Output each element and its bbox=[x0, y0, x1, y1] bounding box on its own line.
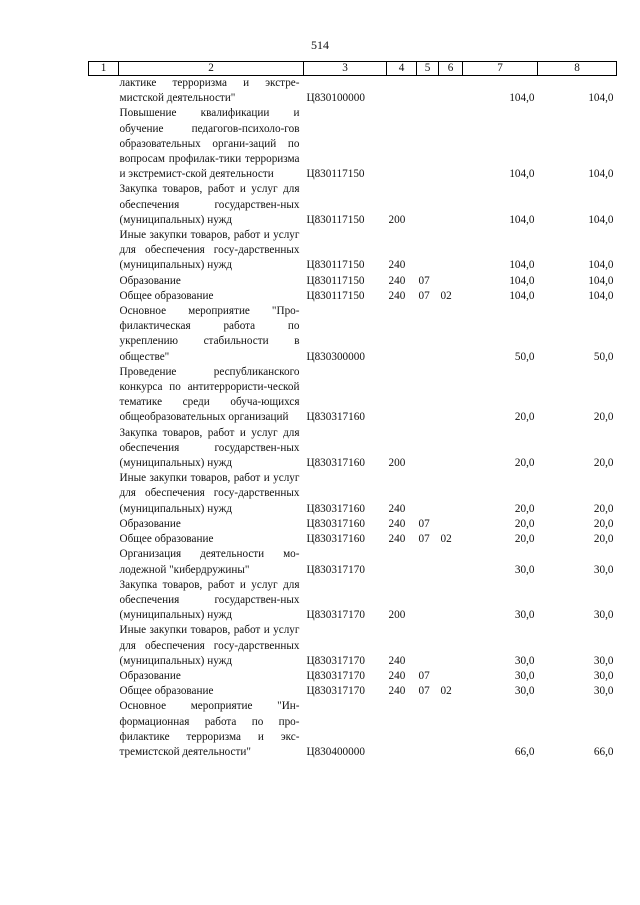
col-3-header: 3 bbox=[304, 62, 387, 76]
subsection-code bbox=[439, 517, 463, 532]
subsection-code bbox=[439, 578, 463, 624]
expense-type-code: 240 bbox=[388, 502, 406, 515]
row-blank-cell bbox=[89, 426, 119, 472]
table-row bbox=[89, 76, 617, 107]
section-code: 07 bbox=[418, 274, 430, 287]
expense-type-code bbox=[387, 365, 417, 426]
row-blank-cell bbox=[89, 182, 119, 228]
budget-table bbox=[88, 61, 617, 760]
amount-2: 20,0 bbox=[593, 457, 614, 470]
target-article-code: Ц830317160 bbox=[306, 457, 365, 470]
expense-type-code: 200 bbox=[388, 609, 406, 622]
row-blank-cell bbox=[89, 684, 119, 699]
expense-type-code bbox=[387, 106, 417, 182]
col-4-header: 4 bbox=[387, 62, 417, 76]
target-article-code: Ц830300000 bbox=[306, 350, 365, 363]
item-name: Основное мероприятие "Ин-формационная работа по про-филактике терроризма и экс-тремистской деятельности" bbox=[119, 700, 300, 758]
table-row bbox=[89, 182, 617, 228]
section-code bbox=[417, 578, 439, 624]
amount-1: 20,0 bbox=[514, 411, 535, 424]
target-article-code: Ц830117150 bbox=[306, 274, 365, 287]
amount-2: 20,0 bbox=[593, 533, 614, 546]
amount-2: 20,0 bbox=[593, 411, 614, 424]
section-code bbox=[417, 699, 439, 760]
subsection-code bbox=[439, 547, 463, 577]
amount-1: 104,0 bbox=[509, 259, 535, 272]
amount-1: 30,0 bbox=[514, 669, 535, 682]
subsection-code bbox=[439, 669, 463, 684]
table-row bbox=[89, 289, 617, 304]
amount-2: 104,0 bbox=[588, 92, 614, 105]
header-row bbox=[89, 62, 617, 76]
col-1-header: 1 bbox=[89, 62, 119, 76]
page-number: 514 bbox=[311, 38, 329, 52]
item-name: Общее образование bbox=[119, 685, 214, 698]
target-article-code: Ц830100000 bbox=[306, 92, 365, 105]
item-name: Проведение республиканского конкурса по антитеррористи-ческой тематике среди обуча-ющихся общеобразовательных организаций bbox=[119, 365, 300, 424]
target-article-code: Ц830317170 bbox=[306, 669, 365, 682]
subsection-code bbox=[439, 623, 463, 669]
table-row bbox=[89, 426, 617, 472]
amount-1: 20,0 bbox=[514, 457, 535, 470]
expense-type-code: 240 bbox=[388, 654, 406, 667]
subsection-code: 02 bbox=[440, 533, 452, 546]
row-blank-cell bbox=[89, 471, 119, 517]
section-code bbox=[417, 623, 439, 669]
amount-1: 20,0 bbox=[514, 517, 535, 530]
row-blank-cell bbox=[89, 304, 119, 365]
amount-1: 30,0 bbox=[514, 563, 535, 576]
table-row bbox=[89, 578, 617, 624]
target-article-code: Ц830117150 bbox=[306, 259, 365, 272]
subsection-code bbox=[439, 699, 463, 760]
amount-2: 30,0 bbox=[593, 654, 614, 667]
subsection-code bbox=[439, 182, 463, 228]
amount-1: 30,0 bbox=[514, 654, 535, 667]
row-blank-cell bbox=[89, 623, 119, 669]
row-blank-cell bbox=[89, 532, 119, 547]
amount-1: 50,0 bbox=[514, 350, 535, 363]
item-name: Общее образование bbox=[119, 533, 214, 546]
table-row bbox=[89, 699, 617, 760]
subsection-code: 02 bbox=[440, 289, 452, 302]
item-name: Организация деятельности мо-лодежной "кибердружины" bbox=[119, 548, 300, 576]
subsection-code bbox=[439, 274, 463, 289]
table-body bbox=[89, 76, 617, 761]
table-row bbox=[89, 547, 617, 577]
expense-type-code: 240 bbox=[388, 274, 406, 287]
target-article-code: Ц830317160 bbox=[306, 517, 365, 530]
subsection-code bbox=[439, 106, 463, 182]
expense-type-code: 240 bbox=[388, 685, 406, 698]
target-article-code: Ц830117150 bbox=[306, 213, 365, 226]
item-name: Образование bbox=[119, 517, 181, 530]
table-row bbox=[89, 532, 617, 547]
amount-2: 104,0 bbox=[588, 274, 614, 287]
target-article-code: Ц830317160 bbox=[306, 411, 365, 424]
subsection-code: 02 bbox=[440, 685, 452, 698]
row-blank-cell bbox=[89, 274, 119, 289]
amount-2: 20,0 bbox=[593, 517, 614, 530]
amount-1: 30,0 bbox=[514, 609, 535, 622]
amount-1: 20,0 bbox=[514, 502, 535, 515]
item-name: Основное мероприятие "Про-филактическая работа по укреплению стабильности в обществе" bbox=[119, 305, 300, 363]
amount-2: 30,0 bbox=[593, 685, 614, 698]
item-name: Закупка товаров, работ и услуг для обеспечения государствен-ных (муниципальных) нужд bbox=[119, 578, 300, 622]
expense-type-code: 240 bbox=[388, 533, 406, 546]
item-name: Иные закупки товаров, работ и услуг для обеспечения госу-дарственных (муниципальных) нужд bbox=[119, 229, 300, 272]
section-code: 07 bbox=[418, 517, 430, 530]
row-blank-cell bbox=[89, 228, 119, 274]
amount-2: 30,0 bbox=[593, 609, 614, 622]
section-code: 07 bbox=[418, 289, 430, 302]
expense-type-code: 240 bbox=[388, 259, 406, 272]
expense-type-code: 240 bbox=[388, 289, 406, 302]
item-name: Образование bbox=[119, 274, 181, 287]
amount-2: 104,0 bbox=[588, 213, 614, 226]
table-row bbox=[89, 304, 617, 365]
amount-2: 104,0 bbox=[588, 168, 614, 181]
table-row bbox=[89, 684, 617, 699]
subsection-code bbox=[439, 228, 463, 274]
section-code bbox=[417, 76, 439, 107]
amount-2: 20,0 bbox=[593, 502, 614, 515]
amount-1: 104,0 bbox=[509, 213, 535, 226]
target-article-code: Ц830317170 bbox=[306, 654, 365, 667]
item-name: Общее образование bbox=[119, 289, 214, 302]
subsection-code bbox=[439, 304, 463, 365]
section-code bbox=[417, 426, 439, 472]
row-blank-cell bbox=[89, 517, 119, 532]
section-code: 07 bbox=[418, 533, 430, 546]
amount-1: 30,0 bbox=[514, 685, 535, 698]
expense-type-code bbox=[387, 76, 417, 107]
target-article-code: Ц830317160 bbox=[306, 533, 365, 546]
expense-type-code bbox=[387, 304, 417, 365]
section-code bbox=[417, 365, 439, 426]
expense-type-code bbox=[387, 699, 417, 760]
table-row bbox=[89, 228, 617, 274]
amount-1: 104,0 bbox=[509, 274, 535, 287]
row-blank-cell bbox=[89, 106, 119, 182]
section-code bbox=[417, 228, 439, 274]
expense-type-code bbox=[387, 547, 417, 577]
section-code: 07 bbox=[418, 685, 430, 698]
col-7-header: 7 bbox=[463, 62, 538, 76]
section-code bbox=[417, 471, 439, 517]
amount-1: 20,0 bbox=[514, 533, 535, 546]
amount-2: 30,0 bbox=[593, 563, 614, 576]
subsection-code bbox=[439, 76, 463, 107]
col-6-header: 6 bbox=[439, 62, 463, 76]
table-header bbox=[89, 62, 617, 76]
section-code: 07 bbox=[418, 669, 430, 682]
table-row bbox=[89, 517, 617, 532]
col-2-header: 2 bbox=[119, 62, 304, 76]
item-name: лактике терроризма и экстре-мистской деятельности" bbox=[119, 77, 300, 105]
amount-2: 104,0 bbox=[588, 259, 614, 272]
row-blank-cell bbox=[89, 76, 119, 107]
target-article-code: Ц830317170 bbox=[306, 609, 365, 622]
amount-2: 66,0 bbox=[593, 745, 614, 758]
item-name: Образование bbox=[119, 669, 181, 682]
target-article-code: Ц830400000 bbox=[306, 745, 365, 758]
amount-1: 104,0 bbox=[509, 92, 535, 105]
row-blank-cell bbox=[89, 547, 119, 577]
item-name: Закупка товаров, работ и услуг для обеспечения государствен-ных (муниципальных) нужд bbox=[119, 426, 300, 470]
col-5-header: 5 bbox=[417, 62, 439, 76]
expense-type-code: 200 bbox=[388, 457, 406, 470]
table-row bbox=[89, 669, 617, 684]
target-article-code: Ц830117150 bbox=[306, 168, 365, 181]
target-article-code: Ц830317170 bbox=[306, 685, 365, 698]
section-code bbox=[417, 106, 439, 182]
subsection-code bbox=[439, 365, 463, 426]
target-article-code: Ц830117150 bbox=[306, 289, 365, 302]
subsection-code bbox=[439, 426, 463, 472]
row-blank-cell bbox=[89, 578, 119, 624]
amount-1: 104,0 bbox=[509, 168, 535, 181]
item-name: Закупка товаров, работ и услуг для обеспечения государствен-ных (муниципальных) нужд bbox=[119, 183, 300, 226]
amount-2: 50,0 bbox=[593, 350, 614, 363]
expense-type-code: 240 bbox=[388, 669, 406, 682]
section-code bbox=[417, 547, 439, 577]
col-8-header: 8 bbox=[538, 62, 617, 76]
table-row bbox=[89, 365, 617, 426]
amount-2: 30,0 bbox=[593, 669, 614, 682]
table-row bbox=[89, 106, 617, 182]
amount-1: 104,0 bbox=[509, 289, 535, 302]
table-row bbox=[89, 274, 617, 289]
row-blank-cell bbox=[89, 699, 119, 760]
item-name: Повышение квалификации и обучение педагогов-психоло-гов образовательных органи-заций по вопросам профилак-тики терроризма и экстремист-ской деятельности bbox=[119, 107, 300, 181]
expense-type-code: 240 bbox=[388, 517, 406, 530]
item-name: Иные закупки товаров, работ и услуг для обеспечения госу-дарственных (муниципальных) нужд bbox=[119, 624, 300, 667]
amount-1: 66,0 bbox=[514, 745, 535, 758]
target-article-code: Ц830317170 bbox=[306, 563, 365, 576]
section-code bbox=[417, 304, 439, 365]
amount-2: 104,0 bbox=[588, 289, 614, 302]
table-row bbox=[89, 623, 617, 669]
row-blank-cell bbox=[89, 669, 119, 684]
target-article-code: Ц830317160 bbox=[306, 502, 365, 515]
expense-type-code: 200 bbox=[388, 213, 406, 226]
row-blank-cell bbox=[89, 289, 119, 304]
item-name: Иные закупки товаров, работ и услуг для обеспечения госу-дарственных (муниципальных) нужд bbox=[119, 472, 300, 515]
subsection-code bbox=[439, 471, 463, 517]
section-code bbox=[417, 182, 439, 228]
row-blank-cell bbox=[89, 365, 119, 426]
table-row bbox=[89, 471, 617, 517]
